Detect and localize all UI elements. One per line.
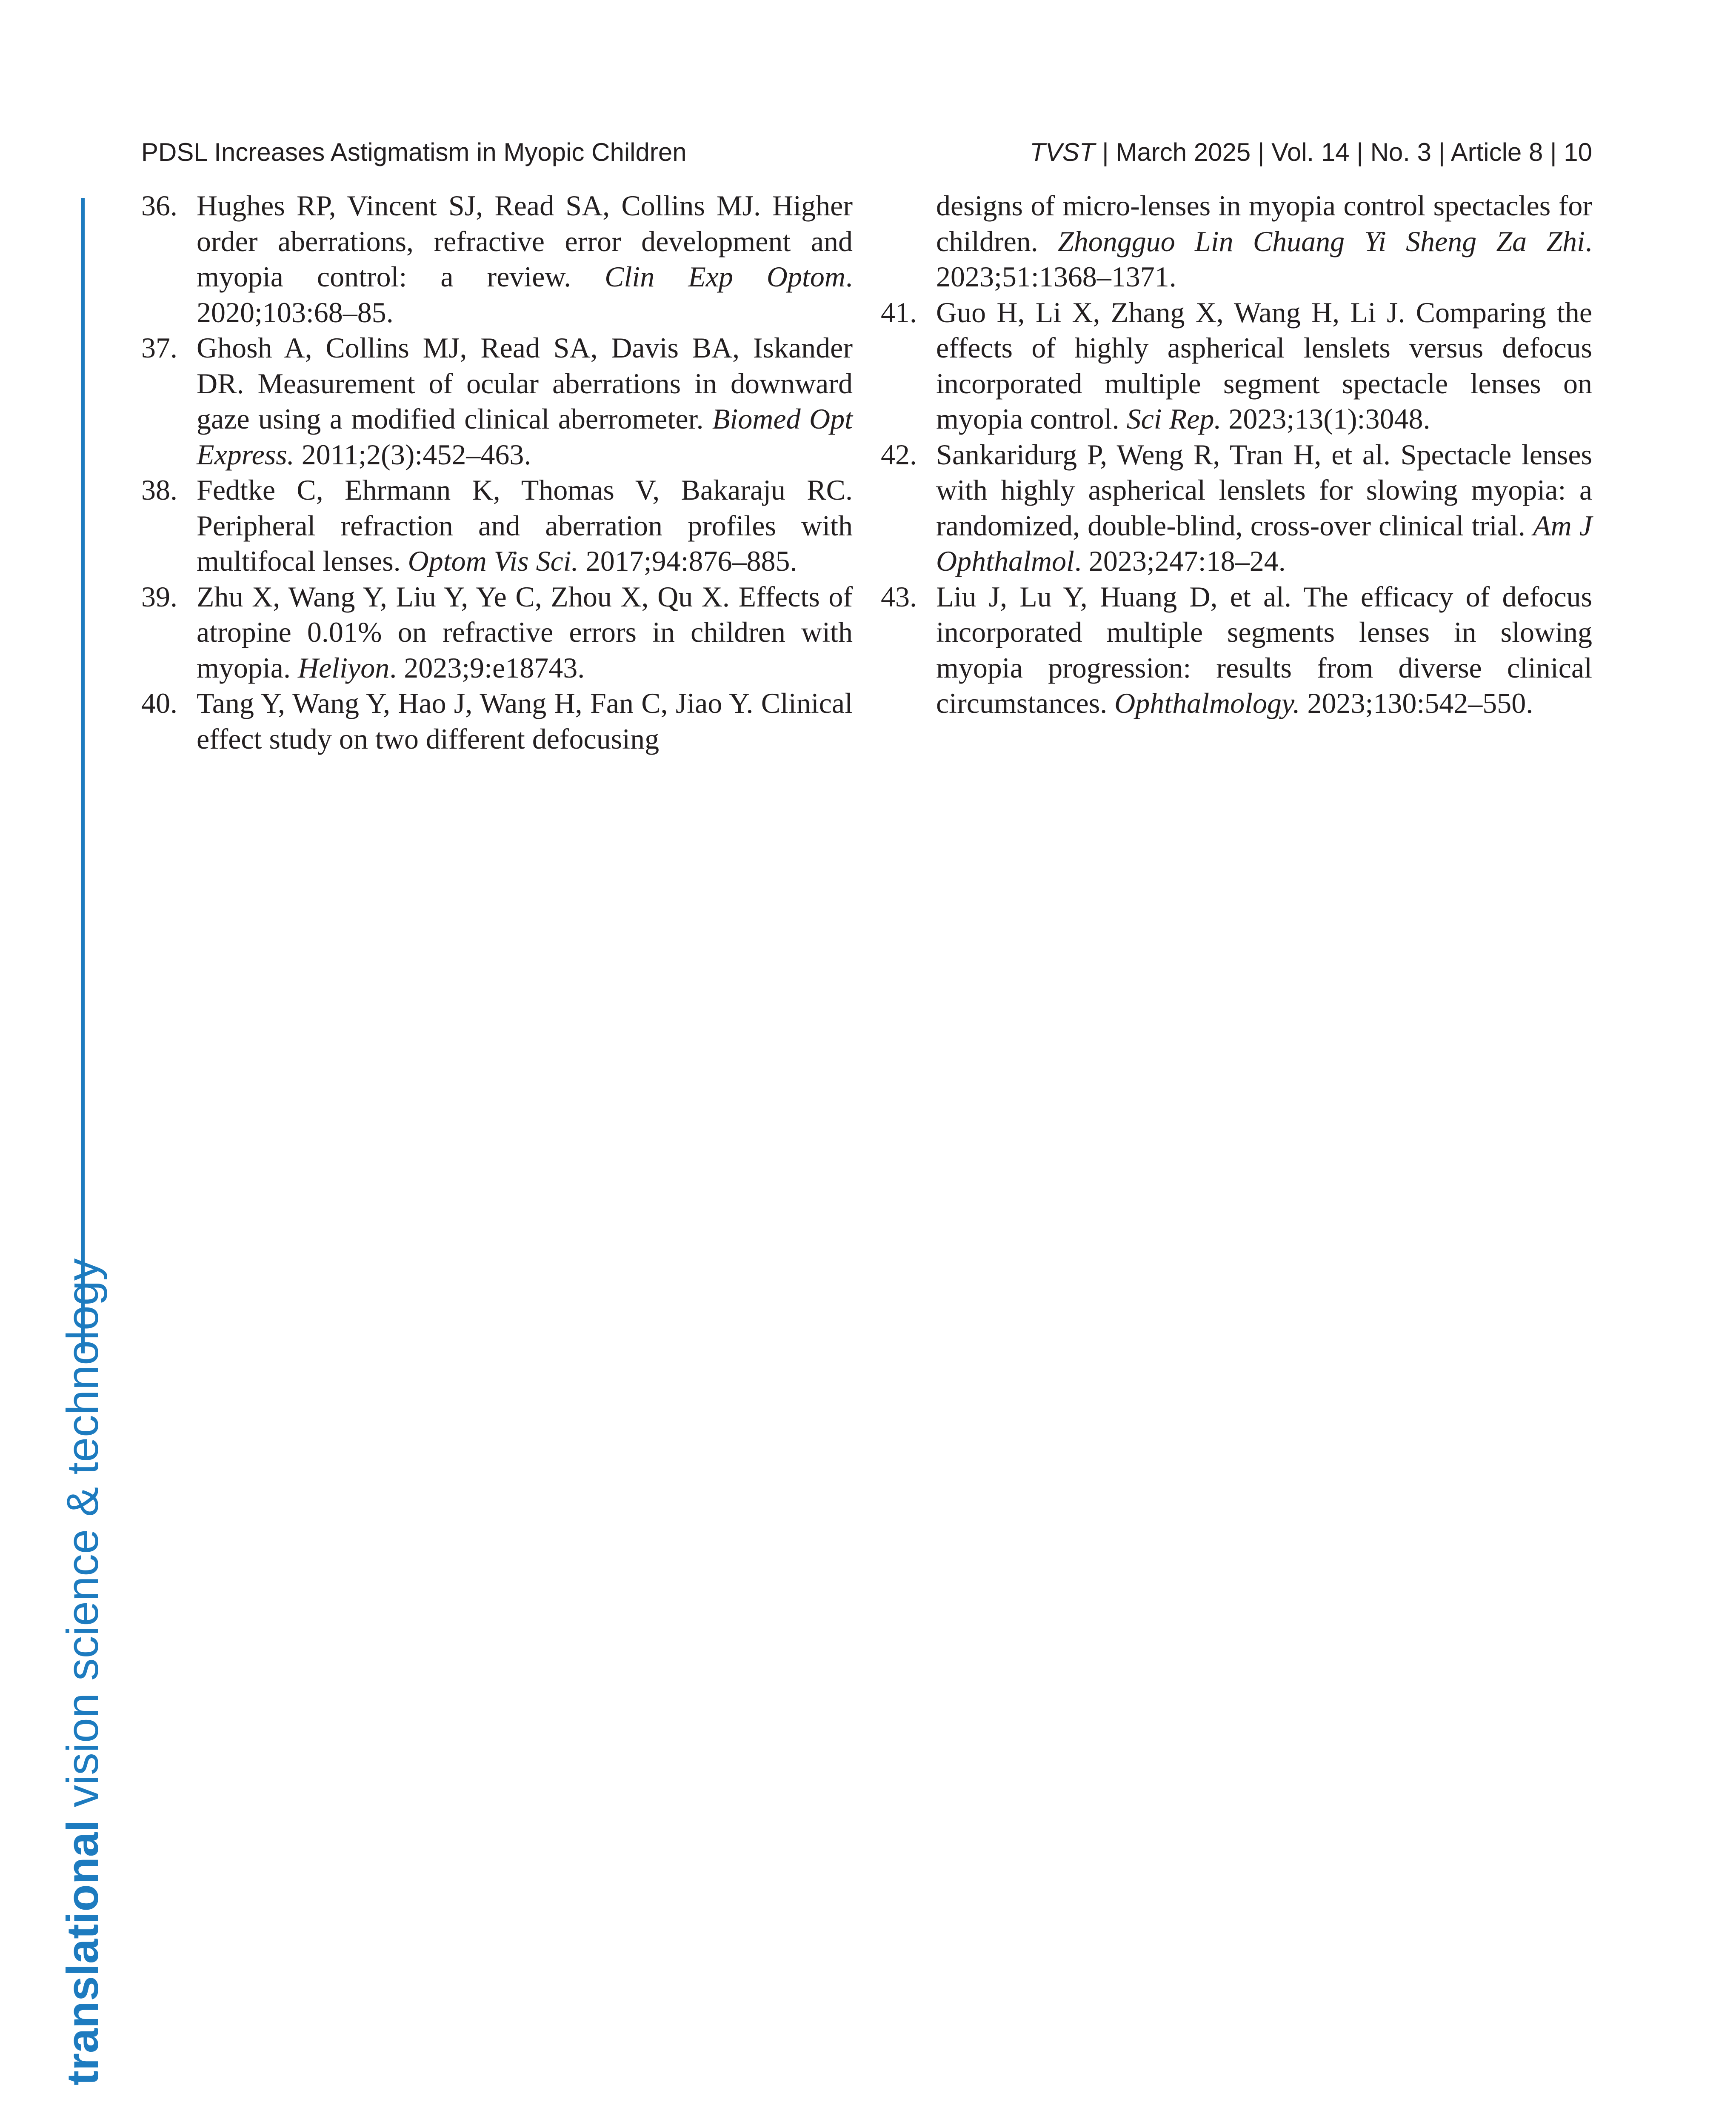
reference-text: Hughes RP, Vincent SJ, Read SA, Collins MJ. Higher order aberrations, refractive error development and myopia control: a review.: [197, 189, 853, 293]
reference-journal: Heliyon: [297, 651, 390, 684]
reference-journal: Zhongguo Lin Chuang Yi Sheng Za Zhi: [1057, 225, 1585, 257]
sidebar-title-rest: vision science & technology: [58, 1258, 108, 1820]
right-column: [881, 188, 1592, 721]
reference-number: 43.: [881, 580, 917, 613]
left-column: [141, 188, 853, 757]
reference-item: [141, 579, 853, 686]
reference-number: 38.: [141, 474, 177, 506]
reference-number: 37.: [141, 332, 177, 364]
reference-item: [141, 472, 853, 579]
reference-number: 42.: [881, 438, 917, 471]
reference-item: [881, 437, 1592, 579]
reference-journal: Optom Vis Sci.: [408, 545, 579, 577]
reference-item: [141, 686, 853, 757]
reference-text: Tang Y, Wang Y, Hao J, Wang H, Fan C, Jiao Y. Clinical effect study on two different defocusing: [197, 687, 853, 755]
reference-journal: Am J Ophthalmol: [936, 509, 1592, 577]
reference-journal: Ophthalmology.: [1114, 687, 1300, 719]
reference-number: 39.: [141, 580, 177, 613]
reference-item: [881, 295, 1592, 437]
reference-journal: Biomed Opt Express.: [197, 403, 853, 471]
reference-details: 2023;13(1):3048.: [1221, 403, 1430, 435]
running-title: PDSL Increases Astigmatism in Myopic Children: [141, 138, 687, 166]
journal-abbrev: TVST: [1030, 138, 1095, 166]
reference-details: . 2023;247:18–24.: [1074, 545, 1286, 577]
reference-number: 36.: [141, 189, 177, 222]
reference-text: Sankaridurg P, Weng R, Tran H, et al. Spectacle lenses with highly aspherical lenslets for slowing myopia: a randomized, double-blind, cross-over clinical trial.: [936, 438, 1592, 542]
reference-details: . 2023;9:e18743.: [389, 651, 585, 684]
reference-text: Zhu X, Wang Y, Liu Y, Ye C, Zhou X, Qu X. Effects of atropine 0.01% on refractive errors in children with myopia.: [197, 580, 853, 684]
sidebar-rule: [81, 198, 85, 1353]
reference-text: Guo H, Li X, Zhang X, Wang H, Li J. Comparing the effects of highly aspherical lenslets versus defocus incorporated multiple segment spectacle lenses on myopia control.: [936, 296, 1592, 435]
citation-details: | March 2025 | Vol. 14 | No. 3 | Article 8 | 10: [1095, 138, 1592, 166]
reference-item: [881, 579, 1592, 721]
reference-text: designs of micro-lenses in myopia control spectacles for children.: [936, 189, 1592, 257]
reference-number: 41.: [881, 296, 917, 329]
reference-details: . 2020;103:68–85.: [197, 260, 853, 329]
journal-sidebar-title: [58, 1258, 108, 2085]
reference-details: 2023;130:542–550.: [1300, 687, 1533, 719]
reference-text: Fedtke C, Ehrmann K, Thomas V, Bakaraju RC. Peripheral refraction and aberration profiles with multifocal lenses.: [197, 474, 853, 577]
reference-item: [141, 330, 853, 472]
sidebar-title-bold: translational: [58, 1819, 108, 2085]
reference-text: Liu J, Lu Y, Huang D, et al. The efficacy of defocus incorporated multiple segments lenses in slowing myopia progression: results from diverse clinical circumstances.: [936, 580, 1592, 719]
reference-journal: Sci Rep.: [1126, 403, 1222, 435]
running-header: [141, 135, 1592, 169]
reference-details: 2011;2(3):452–463.: [294, 438, 531, 471]
reference-item: [141, 188, 853, 330]
journal-citation: [1030, 135, 1592, 169]
reference-number: 40.: [141, 687, 177, 719]
reference-details: . 2023;51:1368–1371.: [936, 225, 1593, 293]
reference-journal: Clin Exp Optom: [605, 260, 846, 293]
reference-continuation: [881, 188, 1592, 295]
reference-details: 2017;94:876–885.: [578, 545, 797, 577]
reference-text: Ghosh A, Collins MJ, Read SA, Davis BA, Iskander DR. Measurement of ocular aberrations in downward gaze using a modified clinical aberrometer.: [197, 332, 853, 435]
